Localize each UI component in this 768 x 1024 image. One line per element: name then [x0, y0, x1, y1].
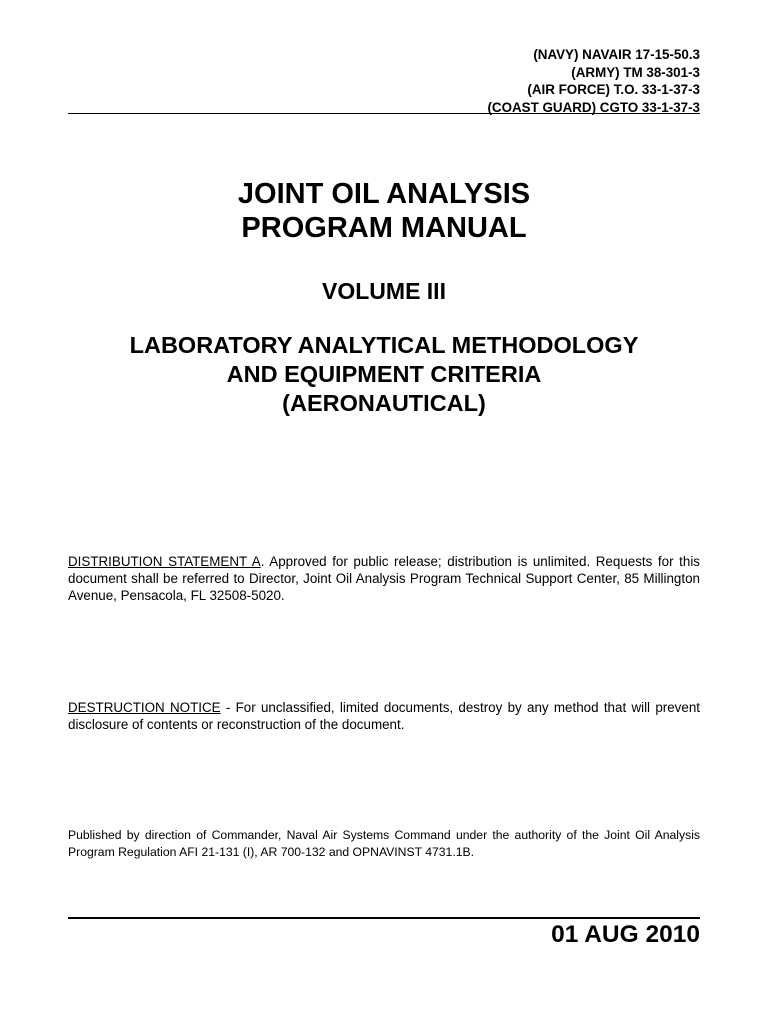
subtitle-line-2: AND EQUIPMENT CRITERIA [226, 361, 542, 387]
distribution-statement [68, 553, 700, 604]
pub-number-army: (ARMY) TM 38-301-3 [571, 64, 700, 80]
title-line-1: JOINT OIL ANALYSIS [237, 178, 531, 210]
header-divider [68, 113, 700, 114]
distribution-label: DISTRIBUTION STATEMENT A [68, 554, 261, 569]
destruction-label: DESTRUCTION NOTICE [68, 700, 221, 715]
publication-date: 01 AUG 2010 [551, 921, 700, 948]
pub-number-coast-guard: (COAST GUARD) CGTO 33-1-37-3 [487, 99, 700, 115]
document-title [68, 177, 700, 245]
published-by-statement: Published by direction of Commander, Naval Air Systems Command under the authority of the Joint Oil Analysis Program Regulation AFI 21-131 (I), AR 700-132 and OPNAVINST 4731.1B. [68, 828, 700, 859]
destruction-text: - For unclassified, limited documents, destroy by any method that will prevent disclosure of contents or reconstruction of the document. [68, 700, 700, 732]
publication-numbers [487, 46, 700, 116]
volume-label: VOLUME III [322, 278, 446, 304]
document-subtitle [68, 331, 700, 418]
subtitle-line-3: (AERONAUTICAL) [282, 390, 486, 416]
destruction-notice [68, 699, 700, 733]
footer-divider [68, 917, 700, 919]
pub-number-air-force: (AIR FORCE) T.O. 33-1-37-3 [527, 82, 700, 97]
distribution-text: . Approved for public release; distribution is unlimited. Requests for this document shall be referred to Director, Joint Oil Analysis Program Technical Support Center, 85 Millington Avenue, Pensacola, FL 32508-5020. [68, 554, 700, 603]
subtitle-line-1: LABORATORY ANALYTICAL METHODOLOGY [129, 332, 639, 358]
title-line-2: PROGRAM MANUAL [241, 212, 527, 244]
pub-number-navy: (NAVY) NAVAIR 17-15-50.3 [533, 47, 700, 62]
